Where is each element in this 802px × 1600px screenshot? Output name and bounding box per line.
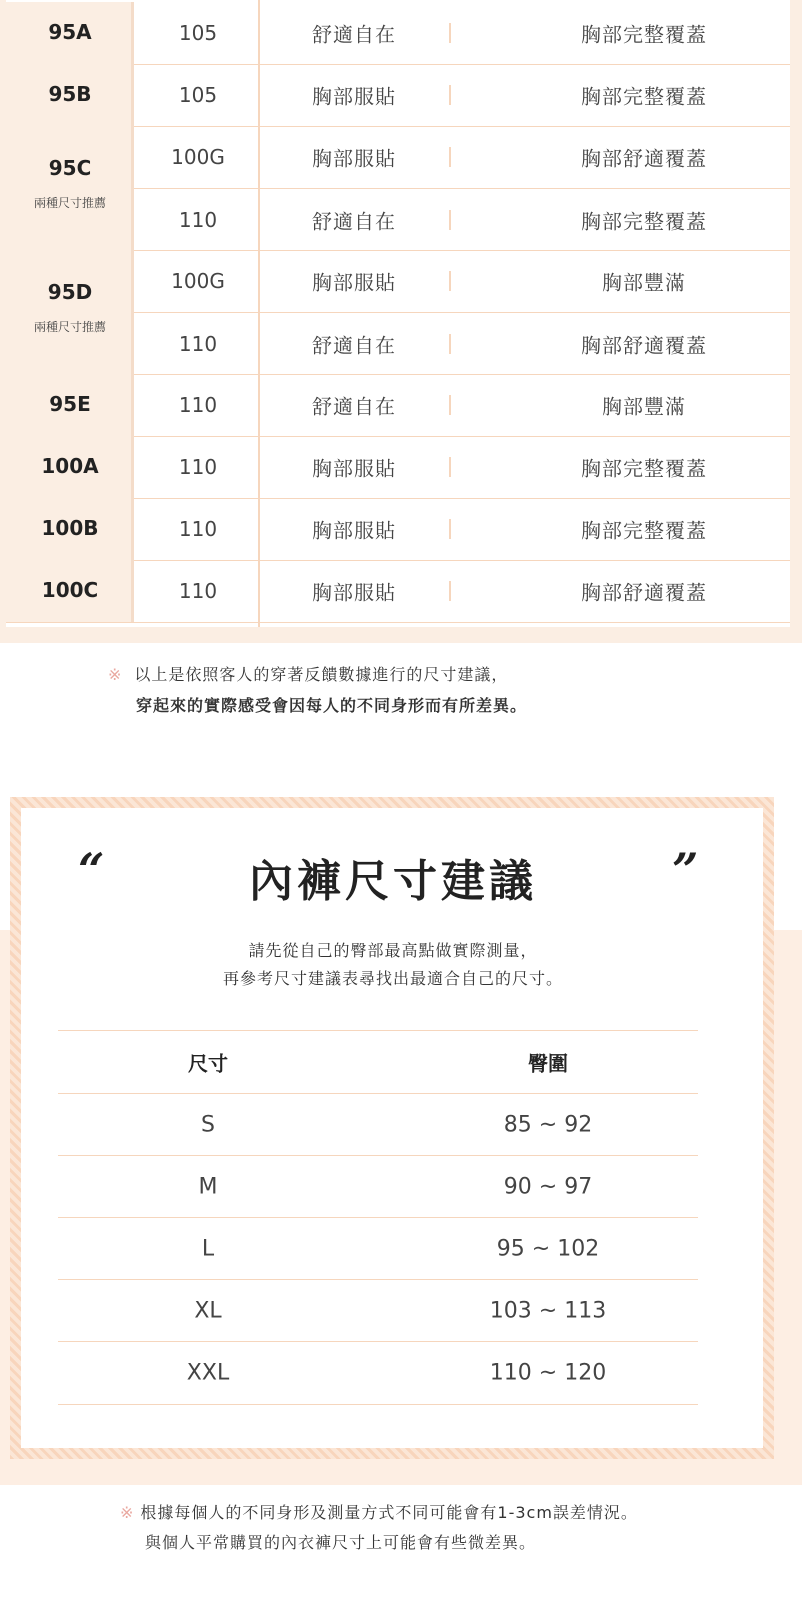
cup-size-label: 95B: [48, 82, 92, 106]
bra-note-line1: ※ 以上是依照客人的穿著反饋數據進行的尺寸建議，: [108, 665, 509, 684]
fit-cell: 舒適自在: [312, 394, 396, 419]
panty-table-header: [58, 1030, 698, 1093]
bra-size-row: [134, 374, 790, 436]
band-size-cell: 110: [178, 517, 218, 541]
panty-hip-cell: 103 ~ 113: [489, 1298, 607, 1324]
bra-size-row: [134, 250, 790, 312]
bra-size-row: [134, 498, 790, 560]
bra-size-group: [6, 560, 790, 623]
bra-size-group: [6, 126, 790, 251]
bra-size-group: [6, 374, 790, 437]
cell-divider-tick: [449, 23, 451, 43]
band-size-cell: 110: [178, 332, 218, 356]
panty-hip-cell: 110 ~ 120: [489, 1360, 607, 1386]
panty-size-cell: XL: [194, 1298, 222, 1324]
coverage-cell: 胸部完整覆蓋: [581, 209, 707, 234]
cup-size-cell: [6, 498, 134, 560]
cell-divider-tick: [449, 395, 451, 415]
coverage-cell: 胸部豐滿: [602, 270, 686, 295]
header-hip: 臀圍: [528, 1051, 568, 1076]
column-divider: [258, 0, 260, 627]
fit-cell: 胸部服貼: [312, 84, 396, 109]
open-quote-icon: “: [78, 843, 105, 897]
cup-size-cell: [6, 64, 134, 126]
panty-intro-line1: 請先從自己的臀部最高點做實際測量，: [248, 941, 538, 960]
bra-size-row: [134, 560, 790, 622]
fit-cell: 胸部服貼: [312, 146, 396, 171]
panty-note-line2: 與個人平常購買的內衣褲尺寸上可能會有些微差異。: [145, 1533, 537, 1552]
fit-cell: 胸部服貼: [312, 456, 396, 481]
note-mark-icon: ※: [108, 665, 123, 684]
bra-note-line2: 穿起來的實際感受會因每人的不同身形而有所差異。: [136, 696, 528, 715]
panty-size-row: [58, 1093, 698, 1156]
cup-size-label: 100A: [41, 454, 99, 478]
two-sizes-note: 兩種尺寸推薦: [33, 320, 106, 334]
band-size-cell: 110: [178, 208, 218, 232]
cell-divider-tick: [449, 147, 451, 167]
coverage-cell: 胸部完整覆蓋: [581, 84, 707, 109]
band-size-cell: 100G: [171, 145, 225, 169]
cell-divider-tick: [449, 210, 451, 230]
cup-size-label: 95D: [47, 280, 93, 304]
coverage-cell: 胸部完整覆蓋: [581, 22, 707, 47]
panty-note-line1: ※ 根據每個人的不同身形及測量方式不同可能會有1-3cm誤差情況。: [120, 1503, 638, 1522]
cup-size-label: 95C: [48, 156, 92, 180]
bra-size-row: [134, 126, 790, 188]
bra-size-group: [6, 250, 790, 375]
band-size-cell: 110: [178, 455, 218, 479]
bra-size-row: [134, 2, 790, 64]
panty-hip-cell: 95 ~ 102: [496, 1236, 600, 1262]
fit-cell: 胸部服貼: [312, 270, 396, 295]
cup-size-label: 100B: [41, 516, 99, 540]
coverage-cell: 胸部完整覆蓋: [581, 456, 707, 481]
panty-title: 內褲尺寸建議: [249, 856, 537, 907]
bra-size-group: [6, 498, 790, 561]
cup-size-cell: [6, 374, 134, 436]
coverage-cell: 胸部豐滿: [602, 394, 686, 419]
fit-cell: 舒適自在: [312, 209, 396, 234]
coverage-cell: 胸部完整覆蓋: [581, 518, 707, 543]
cell-divider-tick: [449, 519, 451, 539]
coverage-cell: 胸部舒適覆蓋: [581, 146, 707, 171]
band-size-cell: 100G: [171, 269, 225, 293]
note-mark-icon: ※: [120, 1503, 135, 1522]
coverage-cell: 胸部舒適覆蓋: [581, 580, 707, 605]
panty-intro-line2: 再參考尺寸建議表尋找出最適合自己的尺寸。: [222, 969, 563, 988]
cup-size-cell: [6, 436, 134, 498]
fit-cell: 胸部服貼: [312, 580, 396, 605]
panty-size-cell: L: [201, 1236, 215, 1262]
bra-size-group: [6, 436, 790, 499]
fit-cell: 胸部服貼: [312, 518, 396, 543]
bra-size-row: [134, 436, 790, 498]
panty-hip-cell: 90 ~ 97: [503, 1174, 593, 1200]
panty-table-bottom-line: [58, 1404, 698, 1405]
band-size-cell: 105: [178, 83, 218, 107]
bra-size-group: [6, 64, 790, 127]
fit-cell: 舒適自在: [312, 22, 396, 47]
cup-size-cell: [6, 126, 134, 250]
fit-cell: 舒適自在: [312, 333, 396, 358]
cup-size-cell: [6, 2, 134, 64]
cup-size-label: 95E: [49, 392, 91, 416]
panty-size-cell: M: [198, 1174, 218, 1200]
bra-size-row: [134, 312, 790, 375]
two-sizes-note: 兩種尺寸推薦: [33, 196, 106, 210]
cell-divider-tick: [449, 334, 451, 354]
bra-size-row: [134, 188, 790, 251]
cup-size-cell: [6, 560, 134, 622]
header-size: 尺寸: [188, 1051, 228, 1076]
cup-size-cell: [6, 250, 134, 374]
panty-size-row: [58, 1217, 698, 1280]
band-size-cell: 110: [178, 579, 218, 603]
panty-size-row: [58, 1341, 698, 1404]
cell-divider-tick: [449, 581, 451, 601]
cell-divider-tick: [449, 271, 451, 291]
coverage-cell: 胸部舒適覆蓋: [581, 333, 707, 358]
close-quote-icon: ”: [672, 843, 699, 897]
bra-size-row: [134, 64, 790, 126]
cup-size-label: 100C: [41, 578, 99, 602]
panty-size-row: [58, 1155, 698, 1218]
cup-size-label: 95A: [48, 20, 92, 44]
band-size-cell: 105: [178, 21, 218, 45]
panty-size-cell: XXL: [186, 1360, 230, 1386]
panty-size-cell: S: [201, 1112, 215, 1138]
bra-size-group: [6, 2, 790, 65]
band-size-cell: 110: [178, 393, 218, 417]
panty-hip-cell: 85 ~ 92: [503, 1112, 593, 1138]
panty-size-row: [58, 1279, 698, 1342]
cell-divider-tick: [449, 85, 451, 105]
cell-divider-tick: [449, 457, 451, 477]
